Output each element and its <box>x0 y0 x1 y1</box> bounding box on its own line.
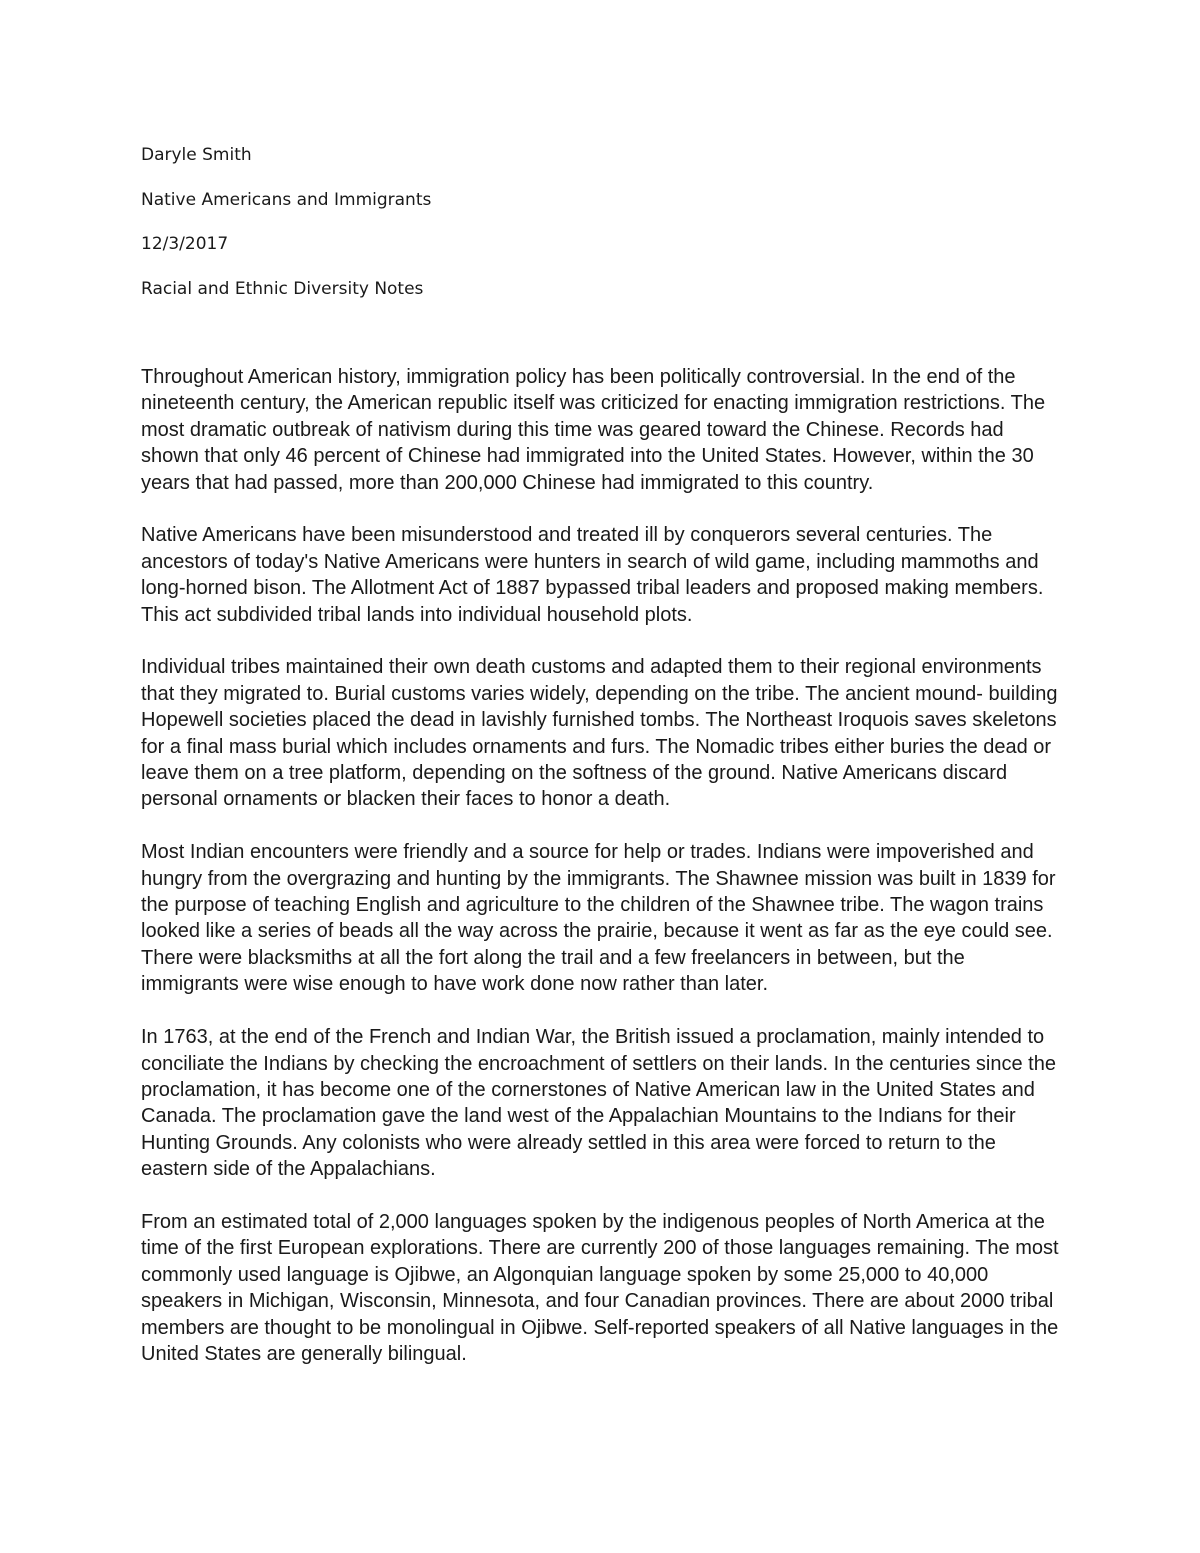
course-name: Native Americans and Immigrants <box>141 189 432 210</box>
paragraph-languages: From an estimated total of 2,000 languages spoken by the indigenous peoples of North America at the time of the first European explorations. There are currently 200 of those languages remaining. The most commonly used language is Ojibwe, an Algonquian language spoken by some 25,000 to 40,000 speakers in Michigan, Wisconsin, Minnesota, and four Canadian provinces. There are about 2000 tribal members are thought to be monolingual in Ojibwe. Self-reported speakers of all Native languages in the United States are generally bilingual. <box>141 1210 1059 1365</box>
paragraph-indian-encounters: Most Indian encounters were friendly and a source for help or trades. Indians were impoverished and hungry from the overgrazing and hunting by the immigrants. The Shawnee mission was built in 1839 for the purpose of teaching English and agriculture to the children of the Shawnee tribe. The wagon trains looked like a series of beads all the way across the prairie, because it went as far as the eye could see. There were blacksmiths at all the fort along the trail and a few freelancers in between, but the immigrants were wise enough to have work done now rather than later. <box>141 841 1056 996</box>
author-name: Daryle Smith <box>141 145 252 165</box>
paragraph-immigration-policy: Throughout American history, immigration policy has been politically controversial. In the end of the nineteenth century, the American republic itself was criticized for enacting immigration restrictions. The most dramatic outbreak of nativism during this time was geared toward the Chinese. Records had shown that only 46 percent of Chinese had immigrated into the United States. However, within the 30 years that had passed, more than 200,000 Chinese had immigrated to this country. <box>141 366 1046 494</box>
document-date: 12/3/2017 <box>141 234 229 254</box>
paragraph-proclamation-1763: In 1763, at the end of the French and Indian War, the British issued a proclamation, mainly intended to conciliate the Indians by checking the encroachment of settlers on their lands. In the centuries since the proclamation, it has become one of the cornerstones of Native American law in the United States and Canada. The proclamation gave the land west of the Appalachian Mountains to the Indians for their Hunting Grounds. Any colonists who were already settled in this area were forced to return to the eastern side of the Appalachians. <box>141 1026 1056 1181</box>
document-title: Racial and Ethnic Diversity Notes <box>141 278 424 299</box>
paragraph-death-customs: Individual tribes maintained their own death customs and adapted them to their regional environments that they migrated to. Burial customs varies widely, depending on the tribe. The ancient mound- building Hopewell societies placed the dead in lavishly furnished tombs. The Northeast Iroquois saves skeletons for a final mass burial which includes ornaments and furs. The Nomadic tribes either buries the dead or leave them on a tree platform, depending on the softness of the ground. Native Americans discard personal ornaments or blacken their faces to honor a death. <box>141 656 1058 811</box>
document-header <box>141 143 1061 321</box>
document-body <box>141 364 1066 1394</box>
paragraph-native-americans: Native Americans have been misunderstood and treated ill by conquerors several centuries. The ancestors of today's Native Americans were hunters in search of wild game, including mammoths and long-horned bison. The Allotment Act of 1887 bypassed tribal leaders and proposed making members. This act subdivided tribal lands into individual household plots. <box>141 524 1044 626</box>
